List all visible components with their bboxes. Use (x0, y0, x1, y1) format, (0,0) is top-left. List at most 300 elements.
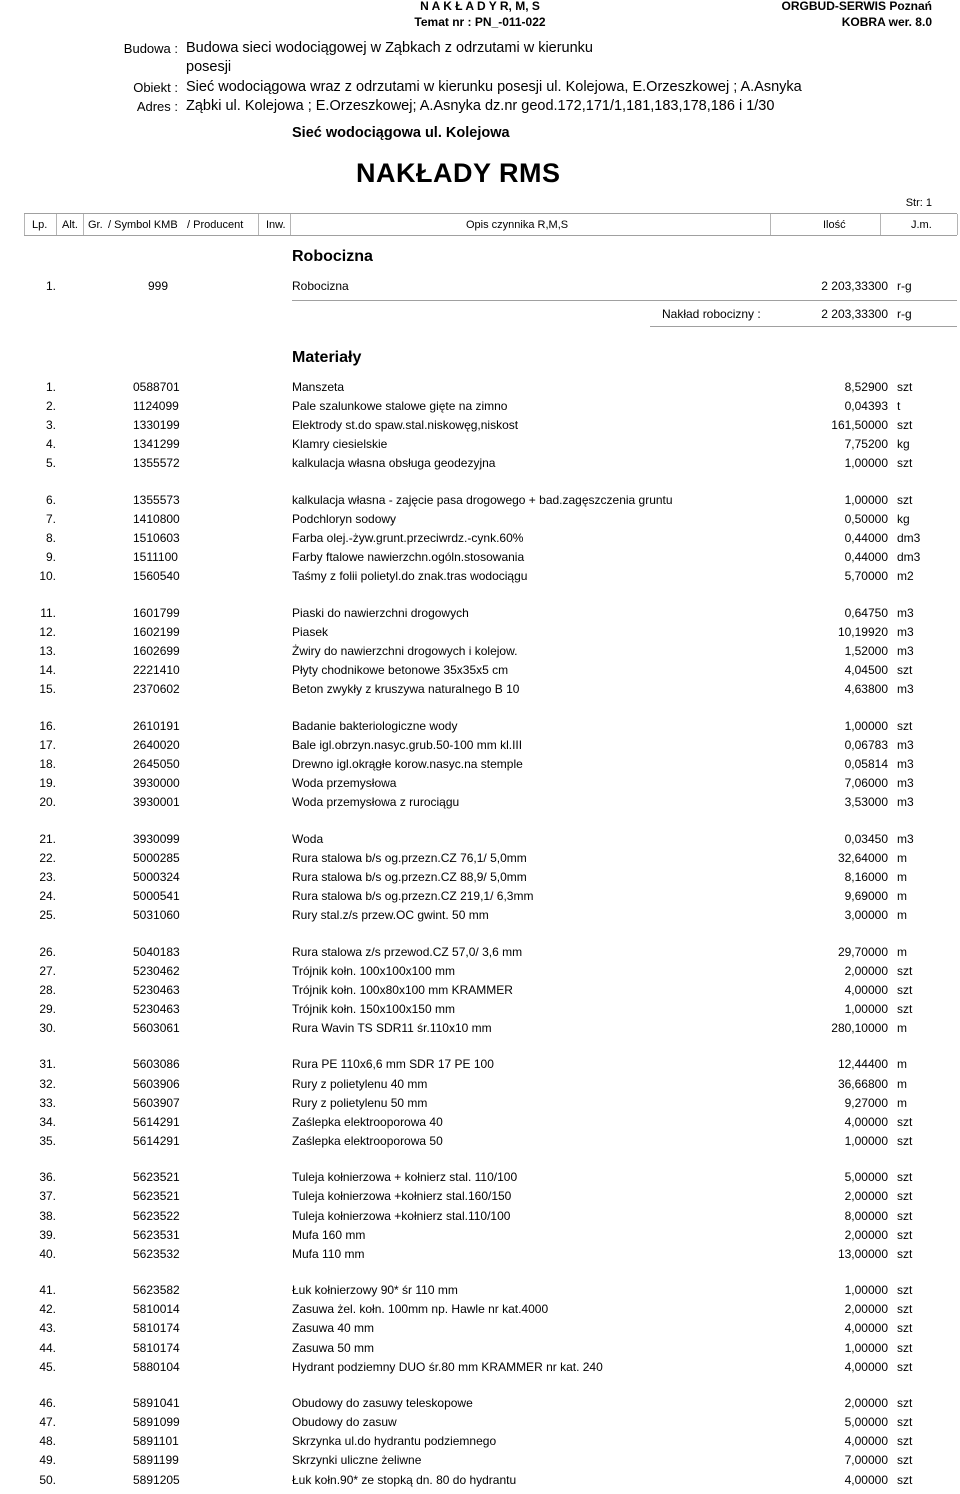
material-row (0, 776, 960, 794)
obiekt-value: Sieć wodociągowa wraz z odrzutami w kierunku posesji ul. Kolejowa, E.Orzeszkowej ; A.Asnyka (186, 79, 802, 95)
row-symbol: 2610191 (133, 718, 180, 733)
row-quantity: 7,75200 (844, 437, 888, 452)
row-description: kalkulacja własna - zajęcie pasa drogowego + bad.zagęszczenia gruntu (292, 492, 673, 507)
row-unit: m3 (897, 682, 914, 697)
row-unit: m3 (897, 776, 914, 790)
row-quantity: 8,00000 (844, 1208, 888, 1223)
row-unit: m3 (897, 624, 914, 639)
row-description: Bale igl.obrzyn.nasyc.grub.50-100 mm kl.III (292, 737, 523, 752)
row-symbol: 1124099 (133, 399, 179, 414)
row-symbol: 2370602 (133, 682, 180, 697)
row-quantity: 36,66800 (837, 1076, 888, 1091)
row-description: Obudowy do zasuwy teleskopowe (292, 1396, 473, 1411)
row-unit: szt (897, 1302, 913, 1317)
row-lp: 1. (45, 279, 56, 293)
row-quantity: 7,06000 (844, 776, 888, 790)
row-lp: 47. (39, 1415, 56, 1430)
row-description: Tuleja kołnierzowa +kołnierz stal.110/100 (292, 1208, 511, 1223)
material-row (0, 1189, 960, 1207)
row-unit: m (897, 888, 907, 903)
material-row (0, 682, 960, 700)
row-unit: m (897, 908, 907, 922)
row-lp: 38. (39, 1208, 56, 1223)
row-lp: 15. (39, 682, 56, 697)
section-name: Sieć wodociągowa ul. Kolejowa (292, 125, 510, 141)
row-unit: t (897, 399, 901, 414)
row-quantity: 1,00000 (844, 718, 888, 733)
row-quantity: 8,52900 (844, 380, 888, 394)
row-lp: 9. (45, 550, 56, 565)
row-symbol: 5623531 (133, 1227, 180, 1242)
material-row (0, 1247, 960, 1265)
budowa-value-line1: Budowa sieci wodociągowej w Ząbkach z odrzutami w kierunku (186, 40, 593, 56)
labor-total-label: Nakład robocizny : (662, 307, 761, 321)
row-lp: 27. (39, 963, 56, 978)
row-quantity: 5,00000 (844, 1415, 888, 1430)
row-description: Drewno igl.okrągłe korow.nasyc.na stemple (292, 756, 523, 771)
row-quantity: 0,05814 (844, 756, 888, 771)
row-description: Taśmy z folii polietyl.do znak.tras wodociągu (292, 569, 528, 584)
row-symbol: 5603086 (133, 1057, 180, 1072)
row-description: Łuk kołn.90* ze stopką dn. 80 do hydrantu (292, 1472, 517, 1487)
row-unit: m (897, 1076, 907, 1091)
row-description: Rury stal.z/s przew.OC gwint. 50 mm (292, 908, 489, 922)
row-unit: m (897, 869, 907, 884)
material-row (0, 1002, 960, 1020)
row-unit: szt (897, 1208, 913, 1223)
material-row (0, 870, 960, 888)
row-quantity: 4,63800 (844, 682, 888, 697)
row-unit: r-g (897, 279, 912, 293)
material-row (0, 456, 960, 474)
row-lp: 36. (39, 1170, 56, 1185)
row-unit: szt (897, 492, 913, 507)
row-unit: szt (897, 1453, 913, 1468)
row-symbol: 1511100 (133, 550, 178, 565)
row-description: Piaski do nawierzchni drogowych (292, 605, 469, 620)
row-symbol: 5230463 (133, 1001, 180, 1016)
row-unit: szt (897, 1170, 913, 1185)
row-quantity: 2 203,33300 (821, 279, 888, 293)
row-symbol: 1330199 (133, 418, 180, 433)
material-row (0, 493, 960, 511)
row-symbol: 1560540 (133, 569, 180, 584)
row-lp: 22. (39, 850, 56, 865)
row-lp: 37. (39, 1189, 56, 1204)
material-row (0, 1228, 960, 1246)
material-row (0, 1396, 960, 1414)
row-quantity: 10,19920 (837, 624, 888, 639)
company-name: ORGBUD-SERWIS Poznań (781, 0, 932, 13)
material-row (0, 531, 960, 549)
row-lp: 35. (39, 1133, 56, 1148)
row-quantity: 0,06783 (844, 737, 888, 752)
row-lp: 28. (39, 982, 56, 997)
row-unit: szt (897, 1114, 913, 1129)
row-quantity: 1,00000 (844, 492, 888, 507)
row-unit: m (897, 850, 907, 865)
row-description: Mufa 110 mm (292, 1246, 365, 1261)
row-symbol: 5810014 (133, 1302, 180, 1317)
labor-total-unit: r-g (897, 307, 912, 321)
row-lp: 34. (39, 1114, 56, 1129)
row-lp: 45. (39, 1359, 56, 1374)
row-description: kalkulacja własna obsługa geodezyjna (292, 456, 496, 471)
row-quantity: 2,00000 (844, 1189, 888, 1204)
col-header-gr: Gr. (88, 219, 103, 231)
row-unit: szt (897, 418, 913, 433)
material-row (0, 1057, 960, 1075)
row-unit: m (897, 944, 907, 959)
row-description: Rury z polietylenu 40 mm (292, 1076, 428, 1091)
row-quantity: 8,16000 (844, 869, 888, 884)
row-unit: m3 (897, 756, 914, 771)
row-unit: szt (897, 1340, 913, 1355)
row-symbol: 5891199 (133, 1453, 179, 1468)
row-symbol: 5230462 (133, 963, 180, 978)
row-unit: kg (897, 437, 910, 452)
material-row (0, 1302, 960, 1320)
row-symbol: 5614291 (133, 1114, 180, 1129)
row-description: Farba olej.-żyw.grunt.przeciwrdz.-cynk.60% (292, 531, 524, 546)
material-row (0, 851, 960, 869)
material-row (0, 1341, 960, 1359)
row-lp: 42. (39, 1302, 56, 1317)
row-quantity: 4,00000 (844, 1114, 888, 1129)
row-unit: szt (897, 1283, 913, 1298)
material-row (0, 1360, 960, 1378)
material-row (0, 399, 960, 417)
material-row (0, 738, 960, 756)
row-unit: m3 (897, 831, 914, 846)
row-lp: 23. (39, 869, 56, 884)
row-quantity: 1,52000 (844, 644, 888, 658)
row-unit: m (897, 1057, 907, 1072)
labor-total-value: 2 203,33300 (821, 307, 888, 321)
col-header-ilosc: Ilość (823, 219, 846, 231)
row-lp: 33. (39, 1095, 56, 1110)
obiekt-label: Obiekt : (133, 80, 178, 95)
row-quantity: 3,53000 (844, 795, 888, 810)
row-quantity: 9,27000 (844, 1095, 888, 1110)
row-quantity: 4,00000 (844, 1472, 888, 1487)
material-row (0, 418, 960, 436)
col-header-producent: / Producent (187, 219, 244, 231)
col-header-symbol: / Symbol KMB (108, 219, 178, 231)
row-quantity: 0,04393 (844, 399, 888, 414)
col-header-inw: Inw. (266, 219, 286, 231)
row-description: Trójnik kołn. 100x80x100 mm KRAMMER (292, 982, 513, 997)
row-symbol: 5031060 (133, 908, 180, 922)
row-symbol: 1355572 (133, 456, 180, 471)
row-symbol: 5040183 (133, 944, 180, 959)
row-description: Skrzynki uliczne żeliwne (292, 1453, 422, 1468)
row-symbol: 2221410 (133, 663, 180, 678)
row-symbol: 5000541 (133, 888, 180, 903)
row-description: Żwiry do nawierzchni drogowych i kolejow. (292, 644, 518, 658)
row-lp: 25. (39, 908, 56, 922)
row-lp: 30. (39, 1020, 56, 1035)
adres-value: Ząbki ul. Kolejowa ; E.Orzeszkowej; A.Asnyka dz.nr geod.172,171/1,181,183,178,186 i 1/30 (186, 98, 775, 114)
row-symbol: 5891101 (133, 1434, 179, 1449)
material-row (0, 889, 960, 907)
col-header-alt: Alt. (62, 219, 78, 231)
row-lp: 46. (39, 1396, 56, 1411)
row-description: Rura stalowa b/s og.przezn.CZ 88,9/ 5,0mm (292, 869, 527, 884)
row-quantity: 280,10000 (831, 1020, 888, 1035)
row-description: Trójnik kołn. 150x100x150 mm (292, 1001, 455, 1016)
row-quantity: 12,44400 (837, 1057, 888, 1072)
row-description: Zaślepka elektrooporowa 50 (292, 1133, 443, 1148)
material-row (0, 1434, 960, 1452)
row-unit: m (897, 1020, 907, 1035)
row-symbol: 1602699 (133, 644, 180, 658)
row-symbol: 1355573 (133, 492, 180, 507)
row-quantity: 5,00000 (844, 1170, 888, 1185)
row-lp: 31. (39, 1057, 56, 1072)
row-description: Obudowy do zasuw (292, 1415, 397, 1430)
row-quantity: 5,70000 (844, 569, 888, 584)
row-unit: szt (897, 380, 913, 394)
row-description: Zasuwa 40 mm (292, 1321, 375, 1336)
row-description: Trójnik kołn. 100x100x100 mm (292, 963, 455, 978)
row-lp: 49. (39, 1453, 56, 1468)
materials-section-title: Materiały (292, 349, 362, 366)
material-row (0, 1021, 960, 1039)
row-unit: m (897, 1095, 907, 1110)
row-lp: 26. (39, 944, 56, 959)
row-lp: 44. (39, 1340, 56, 1355)
row-lp: 32. (39, 1076, 56, 1091)
material-row (0, 1415, 960, 1433)
material-row (0, 983, 960, 1001)
row-symbol: 3930099 (133, 831, 180, 846)
row-description: Manszeta (292, 380, 345, 394)
row-description: Zasuwa 50 mm (292, 1340, 375, 1355)
row-quantity: 0,03450 (844, 831, 888, 846)
row-quantity: 4,00000 (844, 1321, 888, 1336)
row-symbol: 1341299 (133, 437, 180, 452)
row-symbol: 5623532 (133, 1246, 180, 1261)
row-unit: m3 (897, 737, 914, 752)
row-quantity: 4,00000 (844, 1359, 888, 1374)
row-lp: 16. (39, 718, 56, 733)
row-symbol: 5000285 (133, 850, 180, 865)
col-header-lp: Lp. (32, 219, 48, 231)
row-lp: 8. (45, 531, 56, 546)
row-quantity: 4,00000 (844, 982, 888, 997)
row-description: Rura PE 110x6,6 mm SDR 17 PE 100 (292, 1057, 494, 1072)
row-symbol: 5603061 (133, 1020, 180, 1035)
row-symbol: 5614291 (133, 1133, 180, 1148)
document-title: N A K Ł A D Y R, M, S (420, 0, 540, 13)
row-quantity: 1,00000 (844, 1133, 888, 1148)
row-symbol: 2645050 (133, 756, 180, 771)
row-symbol: 3930000 (133, 776, 180, 790)
row-quantity: 0,44000 (844, 531, 888, 546)
row-description: Piasek (292, 624, 329, 639)
row-quantity: 1,00000 (844, 1340, 888, 1355)
row-unit: szt (897, 1415, 913, 1430)
row-quantity: 9,69000 (844, 888, 888, 903)
row-unit: szt (897, 1133, 913, 1148)
row-symbol: 5891205 (133, 1472, 180, 1487)
row-description: Rura Wavin TS SDR11 śr.110x10 mm (292, 1020, 492, 1035)
material-row (0, 1115, 960, 1133)
row-quantity: 2,00000 (844, 963, 888, 978)
row-symbol: 1602199 (133, 624, 180, 639)
row-unit: szt (897, 1227, 913, 1242)
labor-section-title: Robocizna (292, 248, 373, 265)
row-description: Hydrant podziemny DUO śr.80 mm KRAMMER nr kat. 240 (292, 1359, 603, 1374)
row-description: Tuleja kołnierzowa +kołnierz stal.160/150 (292, 1189, 512, 1204)
row-lp: 43. (39, 1321, 56, 1336)
row-unit: szt (897, 456, 913, 471)
row-unit: szt (897, 1359, 913, 1374)
subject-number: Temat nr : PN_-011-022 (414, 15, 546, 29)
material-row (0, 1096, 960, 1114)
row-quantity: 1,00000 (844, 456, 888, 471)
row-unit: szt (897, 718, 913, 733)
material-row (0, 964, 960, 982)
row-lp: 24. (39, 888, 56, 903)
row-description: Łuk kołnierzowy 90* śr 110 mm (292, 1283, 458, 1298)
material-row (0, 1077, 960, 1095)
row-description: Zaślepka elektrooporowa 40 (292, 1114, 443, 1129)
row-unit: szt (897, 1434, 913, 1449)
row-description: Pale szalunkowe stalowe gięte na zimno (292, 399, 508, 414)
adres-label: Adres : (136, 99, 178, 114)
row-quantity: 0,44000 (844, 550, 888, 565)
row-lp: 3. (45, 418, 56, 433)
col-header-opis: Opis czynnika R,M,S (466, 219, 569, 231)
row-quantity: 29,70000 (837, 944, 888, 959)
row-description: Tuleja kołnierzowa + kołnierz stal. 110/100 (292, 1170, 518, 1185)
row-quantity: 4,00000 (844, 1434, 888, 1449)
row-unit: szt (897, 1189, 913, 1204)
material-row (0, 663, 960, 681)
row-description: Rura stalowa b/s og.przezn.CZ 76,1/ 5,0mm (292, 850, 527, 865)
row-unit: szt (897, 1396, 913, 1411)
row-lp: 7. (45, 512, 56, 526)
row-description: Robocizna (292, 279, 349, 293)
row-symbol: 5623582 (133, 1283, 180, 1298)
material-row (0, 1453, 960, 1471)
row-description: Woda (292, 831, 324, 846)
row-lp: 14. (39, 663, 56, 678)
row-lp: 41. (39, 1283, 56, 1298)
row-unit: kg (897, 512, 910, 526)
material-row (0, 1209, 960, 1227)
row-symbol: 5810174 (133, 1340, 180, 1355)
row-description: Zasuwa żel. kołn. 100mm np. Hawle nr kat.4000 (292, 1302, 549, 1317)
row-symbol: 0588701 (133, 380, 180, 394)
material-row (0, 908, 960, 926)
material-row (0, 1170, 960, 1188)
row-quantity: 2,00000 (844, 1396, 888, 1411)
material-row (0, 380, 960, 398)
row-description: Rura stalowa z/s przewod.CZ 57,0/ 3,6 mm (292, 944, 523, 959)
row-description: Elektrody st.do spaw.stal.niskowęg,niskost (292, 418, 519, 433)
row-unit: szt (897, 1001, 913, 1016)
row-description: Rury z polietylenu 50 mm (292, 1095, 428, 1110)
row-unit: dm3 (897, 531, 921, 546)
row-description: Podchloryn sodowy (292, 512, 397, 526)
row-quantity: 7,00000 (844, 1453, 888, 1468)
row-description: Woda przemysłowa z rurociągu (292, 795, 460, 810)
row-symbol: 5880104 (133, 1359, 180, 1374)
row-description: Mufa 160 mm (292, 1227, 366, 1242)
row-symbol: 1510603 (133, 531, 180, 546)
software-version: KOBRA wer. 8.0 (841, 15, 932, 29)
row-lp: 5. (45, 456, 56, 471)
row-quantity: 2,00000 (844, 1227, 888, 1242)
material-row (0, 945, 960, 963)
row-lp: 40. (39, 1246, 56, 1261)
row-lp: 17. (39, 737, 56, 752)
row-lp: 10. (39, 569, 56, 584)
row-quantity: 0,50000 (844, 512, 888, 526)
row-quantity: 4,04500 (844, 663, 888, 678)
row-description: Farby ftalowe nawierzchn.ogóln.stosowania (292, 550, 525, 565)
row-quantity: 1,00000 (844, 1001, 888, 1016)
row-quantity: 161,50000 (831, 418, 888, 433)
row-symbol: 5810174 (133, 1321, 180, 1336)
page-number: Str: 1 (905, 197, 932, 209)
row-unit: szt (897, 1246, 913, 1261)
row-description: Klamry ciesielskie (292, 437, 388, 452)
row-lp: 29. (39, 1001, 56, 1016)
row-lp: 48. (39, 1434, 56, 1449)
material-row (0, 1321, 960, 1339)
row-symbol: 1601799 (133, 605, 180, 620)
row-unit: m3 (897, 795, 914, 810)
row-lp: 11. (40, 605, 56, 620)
material-row (0, 1134, 960, 1152)
row-symbol: 5000324 (133, 869, 180, 884)
row-unit: szt (897, 663, 913, 678)
budowa-value-line2: posesji (186, 59, 232, 75)
row-symbol: 5603906 (133, 1076, 180, 1091)
row-unit: szt (897, 982, 913, 997)
material-row (0, 606, 960, 624)
material-row (0, 757, 960, 775)
row-symbol: 2640020 (133, 737, 180, 752)
row-quantity: 3,00000 (844, 908, 888, 922)
row-symbol: 5623521 (133, 1170, 180, 1185)
row-unit: m3 (897, 605, 914, 620)
row-description: Rura stalowa b/s og.przezn.CZ 219,1/ 6,3mm (292, 888, 534, 903)
row-quantity: 13,00000 (837, 1246, 888, 1261)
row-unit: szt (897, 963, 913, 978)
row-lp: 20. (39, 795, 56, 810)
row-lp: 4. (45, 437, 56, 452)
row-description: Beton zwykły z kruszywa naturalnego B 10 (292, 682, 520, 697)
row-description: Płyty chodnikowe betonowe 35x35x5 cm (292, 663, 509, 678)
row-lp: 50. (39, 1472, 56, 1487)
row-quantity: 1,00000 (844, 1283, 888, 1298)
row-lp: 1. (45, 380, 56, 394)
row-lp: 6. (45, 492, 56, 507)
row-symbol: 5891041 (133, 1396, 180, 1411)
material-row (0, 1473, 960, 1491)
row-symbol: 5230463 (133, 982, 180, 997)
row-symbol: 5623521 (133, 1189, 180, 1204)
material-row (0, 512, 960, 530)
material-row (0, 832, 960, 850)
row-unit: m2 (897, 569, 914, 584)
material-row (0, 795, 960, 813)
